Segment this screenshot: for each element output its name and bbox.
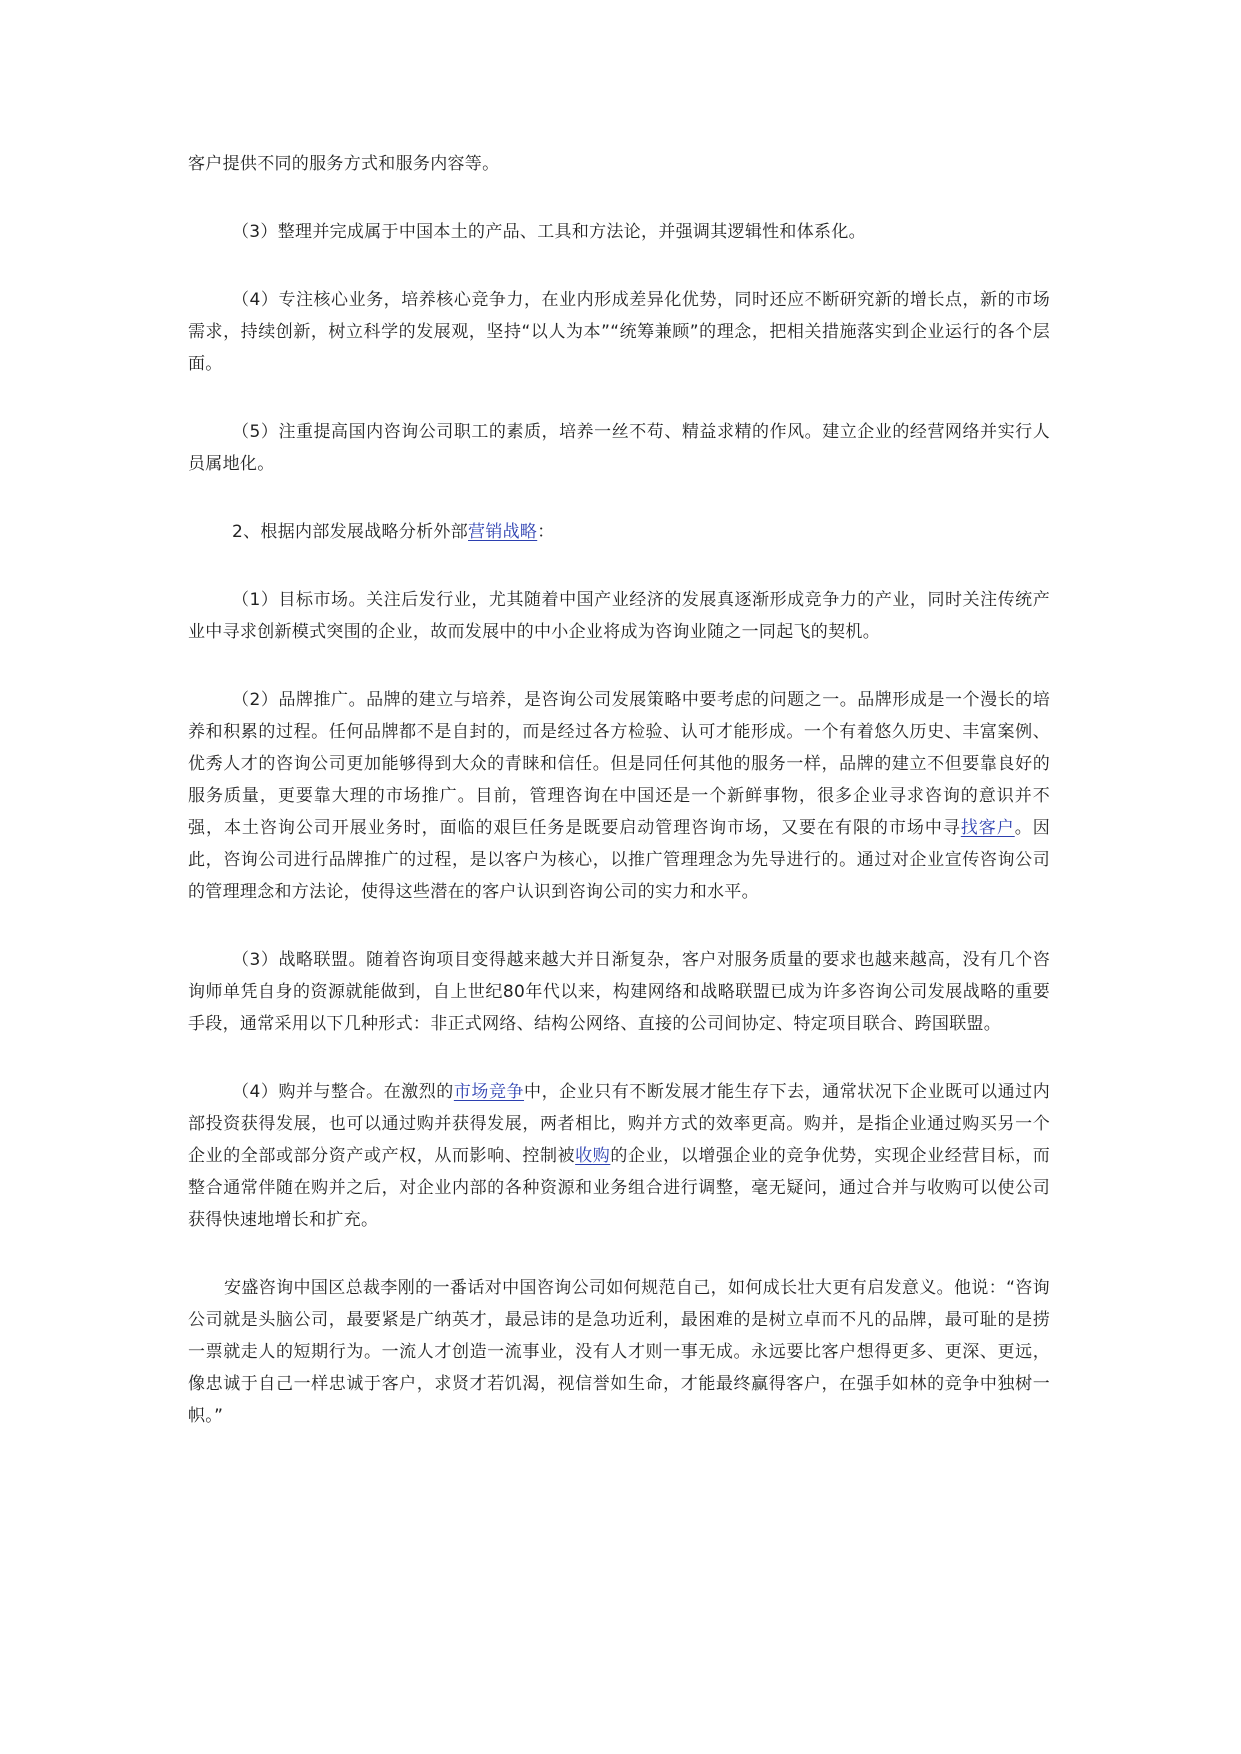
paragraph-text: 2、根据内部发展战略分析外部 <box>232 522 469 542</box>
paragraph-text: （3）战略联盟。随着咨询项目变得越来越大并日渐复杂，客户对服务质量的要求也越来越高，没有几个咨询师单凭自身的资源就能做到，自上世纪80年代以来，构建网络和战略联盟已成为许多咨询公司发展战略的重要手段，通常采用以下几种形式：非正式网络、结构公网络、直接的公司间协定、特定项目联合、跨国联盟。 <box>188 950 1050 1034</box>
paragraph-text: （4）专注核心业务，培养核心竞争力，在业内形成差异化优势，同时还应不断研究新的增长点，新的市场需求，持续创新，树立科学的发展观，坚持“以人为本”“统筹兼顾”的理念，把相关措施落实到企业运行的各个层面。 <box>188 290 1050 374</box>
quote-paragraph <box>188 1272 1050 1432</box>
paragraph-gap <box>188 480 1050 516</box>
paragraph-text: ： <box>537 522 555 542</box>
paragraph <box>188 944 1050 1040</box>
paragraph <box>188 1076 1050 1236</box>
paragraph <box>188 148 1050 180</box>
paragraph <box>188 684 1050 908</box>
paragraph-text: （1）目标市场。关注后发行业，尤其随着中国产业经济的发展真逐渐形成竞争力的产业，同时关注传统产业中寻求创新模式突围的企业，故而发展中的中小企业将成为咨询业随之一同起飞的契机。 <box>188 590 1050 642</box>
paragraph-text: （2）品牌推广。品牌的建立与培养，是咨询公司发展策略中要考虑的问题之一。品牌形成是一个漫长的培养和积累的过程。任何品牌都不是自封的，而是经过各方检验、认可才能形成。一个有着悠久历史、丰富案例、优秀人才的咨询公司更加能够得到大众的青睐和信任。但是同任何其他的服务一样，品牌的建立不但要靠良好的服务质量，更要靠大理的市场推广。目前，管理咨询在中国还是一个新鲜事物，很多企业寻求咨询的意识并不强，本土咨询公司开展业务时，面临的艰巨任务是既要启动管理咨询市场，又要在有限的市场中寻 <box>188 690 1050 838</box>
paragraph <box>188 216 1050 248</box>
hyperlink[interactable]: 营销战略 <box>468 522 538 542</box>
hyperlink[interactable]: 市场竞争 <box>453 1082 525 1102</box>
paragraph-text: 。因此，咨询公司进行品牌推广的过程，是以客户为核心，以推广管理理念为先导进行的。通过对企业宣传咨询公司的管理理念和方法论，使得这些潜在的客户认识到咨询公司的实力和水平。 <box>188 818 1050 902</box>
paragraph-gap <box>188 1236 1050 1272</box>
paragraph-text: （5）注重提高国内咨询公司职工的素质，培养一丝不苟、精益求精的作风。建立企业的经营网络并实行人员属地化。 <box>188 422 1050 474</box>
paragraph <box>188 284 1050 380</box>
paragraph-gap <box>188 1040 1050 1076</box>
paragraph-text: 安盛咨询中国区总裁李刚的一番话对中国咨询公司如何规范自己，如何成长壮大更有启发意义。他说：“咨询公司就是头脑公司，最要紧是广纳英才，最忌讳的是急功近利，最困难的是树立卓而不凡的品牌，最可耻的是捞一票就走人的短期行为。一流人才创造一流事业，没有人才则一事无成。永远要比客户想得更多、更深、更远，像忠诚于自己一样忠诚于客户，求贤才若饥渴，视信誉如生命，才能最终赢得客户，在强手如林的竞争中独树一帜。” <box>188 1278 1050 1426</box>
paragraph-text: 客户提供不同的服务方式和服务内容等。 <box>188 154 500 174</box>
section-heading <box>188 516 1050 548</box>
paragraph-gap <box>188 180 1050 216</box>
paragraph <box>188 584 1050 648</box>
hyperlink[interactable]: 找客户 <box>960 818 1015 838</box>
paragraph-gap <box>188 648 1050 684</box>
paragraph <box>188 416 1050 480</box>
hyperlink[interactable]: 收购 <box>575 1146 611 1166</box>
paragraph-gap <box>188 248 1050 284</box>
paragraph-gap <box>188 908 1050 944</box>
paragraph-gap <box>188 380 1050 416</box>
paragraph-text: 中，企业只有不断发展才能生存下去，通常状况下企业既可以通过内部投资获得发展，也可以通过购并获得发展，两者相比，购并方式的效率更高。购并，是指企业通过购买另一个企业的全部或部分资产或产权，从而影响、控制被 <box>188 1082 1051 1166</box>
paragraph-text: （4）购并与整合。在激烈的 <box>232 1082 454 1102</box>
document-page <box>188 148 1050 1432</box>
paragraph-text: （3）整理并完成属于中国本土的产品、工具和方法论，并强调其逻辑性和体系化。 <box>232 222 866 242</box>
paragraph-text: 的企业，以增强企业的竞争优势，实现企业经营目标，而整合通常伴随在购并之后，对企业内部的各种资源和业务组合进行调整，毫无疑问，通过合并与收购可以使公司获得快速地增长和扩充。 <box>188 1146 1050 1230</box>
paragraph-gap <box>188 548 1050 584</box>
